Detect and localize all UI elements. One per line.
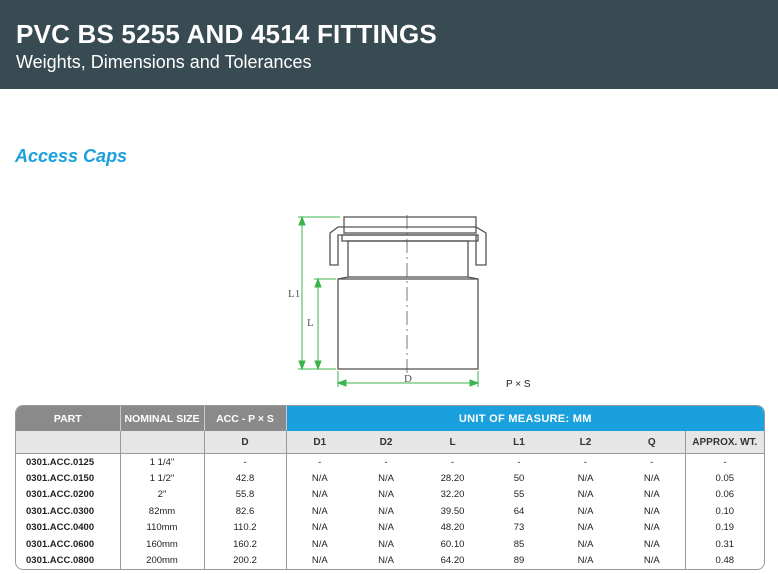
table-row [16,503,764,519]
page-title: PVC BS 5255 AND 4514 FITTINGS [16,19,437,49]
cell-l1: 73 [513,522,525,534]
col-header-empty [16,431,120,454]
cell-nominal-size: 110mm [120,520,204,536]
access-cap-diagram [280,205,540,395]
d-label: D [404,373,412,385]
cell-d: 42.8 [204,470,286,486]
cell-q: - [619,454,685,471]
table-row [16,487,764,503]
cell-l1: 50 [513,473,525,485]
cell-l: 39.50 [440,505,465,517]
table-column-header-row [16,431,764,454]
col-header-weight: APPROX. WT. [685,431,764,454]
cell-d2: N/A [378,555,394,567]
cell-l2: N/A [577,522,594,534]
cell-d: 82.6 [204,503,286,519]
table-row [16,520,764,536]
cell-l: 28.20 [440,473,465,485]
cell-l2: N/A [577,489,594,501]
cell-nominal-size: 200mm [120,552,204,568]
cell-approx-weight: 0.05 [715,473,735,485]
cell-d1: - [318,456,322,468]
nominal-size-header: NOMINAL SIZE [120,406,204,431]
cell-d1: N/A [311,473,328,485]
cell-d1: N/A [311,489,328,501]
col-header-l2: L2 [552,431,619,454]
cell-l2: N/A [577,505,594,517]
cell-approx-weight: 0.48 [715,555,735,567]
cell-d: 55.8 [204,487,286,503]
cell-approx-weight: 0.10 [715,505,735,517]
acc-header: ACC - P × S [204,406,286,431]
table-row [16,536,764,552]
cell-l1: - [517,456,521,468]
cell-d2: - [384,456,388,468]
cell-d1: N/A [311,555,328,567]
cell-l: 32.20 [440,489,465,501]
table-row [16,454,764,471]
cell-q: N/A [619,552,685,568]
cell-l2: N/A [577,473,594,485]
cell-l2: N/A [577,538,594,550]
cell-l2: N/A [577,555,594,567]
cell-l: - [450,456,455,468]
cell-q: N/A [619,503,685,519]
cell-d: 160.2 [204,536,286,552]
cell-part: 0301.ACC.0150 [16,470,120,486]
section-title: Access Caps [15,146,128,166]
page-subtitle: Weights, Dimensions and Tolerances [16,52,312,72]
cell-l2: - [583,456,588,468]
cell-d2: N/A [378,538,394,550]
col-header-q: Q [619,431,685,454]
cell-d1: N/A [311,538,328,550]
cell-d1: N/A [311,522,328,534]
cell-l1: 89 [513,555,525,567]
cell-part: 0301.ACC.0200 [16,487,120,503]
table-row [16,552,764,568]
l1-label: L1 [288,288,301,300]
table-row [16,470,764,486]
cell-d: 200.2 [204,552,286,568]
cap-body-shape [338,279,478,369]
dimensions-table [15,405,765,570]
cell-l1: 85 [513,538,525,550]
cell-approx-weight: 0.31 [715,538,735,550]
cell-q: N/A [619,487,685,503]
cell-approx-weight: 0.06 [715,489,735,501]
col-header-d2: D2 [353,431,419,454]
cell-d2: N/A [378,522,394,534]
cell-q: N/A [619,536,685,552]
l-label: L [307,317,314,329]
cell-d: - [204,454,286,471]
cell-l1: 55 [513,489,525,501]
cell-nominal-size: 1 1/4" [120,454,204,471]
cell-nominal-size: 1 1/2" [120,470,204,486]
col-header-l1: L1 [486,431,552,454]
cell-part: 0301.ACC.0600 [16,536,120,552]
cell-part: 0301.ACC.0400 [16,520,120,536]
part-header: PART [16,406,120,431]
access-cap-drawing [280,205,540,395]
cell-part: 0301.ACC.0125 [16,454,120,471]
cell-d: 110.2 [204,520,286,536]
col-header-d1: D1 [286,431,353,454]
table-group-header-row [16,406,764,431]
cell-d2: N/A [378,505,394,517]
table-body [16,454,764,569]
cell-l: 64.20 [440,555,465,567]
cell-part: 0301.ACC.0300 [16,503,120,519]
col-header-empty [120,431,204,454]
cell-approx-weight: 0.19 [715,522,735,534]
cell-approx-weight: - [723,456,727,468]
cap-rim-shape [344,217,476,233]
cell-d1: N/A [311,505,328,517]
cell-nominal-size: 82mm [120,503,204,519]
header-banner [0,0,778,89]
col-header-d: D [204,431,286,454]
pxs-label: P × S [506,379,531,390]
cell-q: N/A [619,520,685,536]
cell-l: 60.10 [440,538,465,550]
cell-part: 0301.ACC.0800 [16,552,120,568]
cell-nominal-size: 160mm [120,536,204,552]
cell-l: 48.20 [440,522,465,534]
cell-l1: 64 [513,505,525,517]
col-header-l: L [419,431,486,454]
cell-d2: N/A [378,489,394,501]
unit-of-measure-header: UNIT OF MEASURE: MM [286,406,764,431]
cell-d2: N/A [378,473,394,485]
cell-q: N/A [619,470,685,486]
cell-nominal-size: 2" [120,487,204,503]
